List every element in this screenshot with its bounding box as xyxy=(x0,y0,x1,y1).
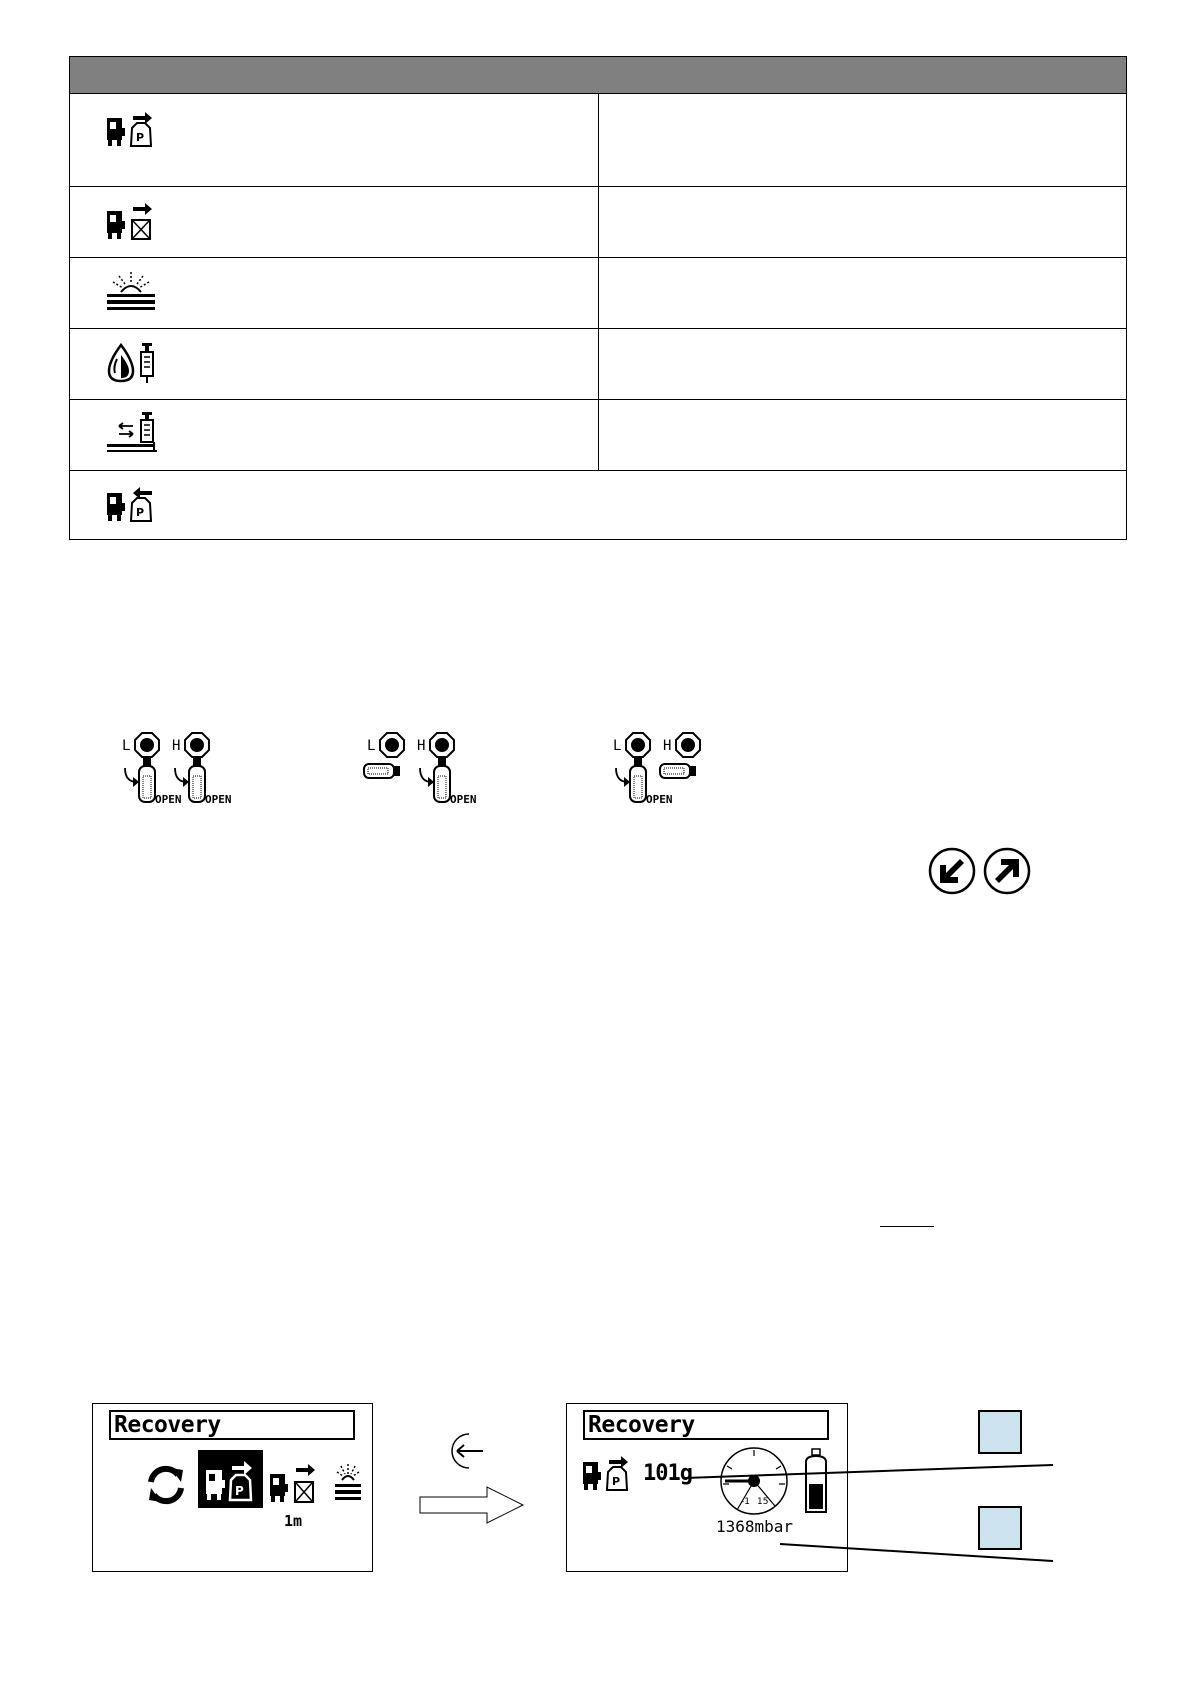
svg-text:P: P xyxy=(612,1475,621,1488)
svg-text:H: H xyxy=(417,738,426,754)
open-label: OPEN xyxy=(205,793,232,806)
softkey-upper[interactable] xyxy=(978,1410,1022,1454)
softkey-lower[interactable] xyxy=(978,1506,1022,1550)
svg-text:P: P xyxy=(136,506,145,519)
svg-text:P: P xyxy=(136,131,145,144)
pressure-readout: 1368mbar xyxy=(716,1517,794,1536)
svg-text:P: P xyxy=(235,1484,244,1498)
svg-text:H: H xyxy=(663,738,672,754)
open-label: OPEN xyxy=(646,793,673,806)
open-label: OPEN xyxy=(450,793,477,806)
open-label: OPEN xyxy=(155,793,182,806)
svg-text:L: L xyxy=(367,738,376,754)
screen-title: Recovery xyxy=(109,1410,355,1440)
svg-text:L: L xyxy=(613,738,622,754)
screen-title: Recovery xyxy=(583,1410,829,1440)
gauge-scale-high: 15 xyxy=(757,1497,769,1507)
submenu-label: 1m xyxy=(284,1512,303,1530)
svg-text:H: H xyxy=(172,738,181,754)
weight-readout: 101g xyxy=(643,1461,692,1486)
gauge-scale-low: -1 xyxy=(741,1497,750,1507)
svg-text:L: L xyxy=(122,738,131,754)
